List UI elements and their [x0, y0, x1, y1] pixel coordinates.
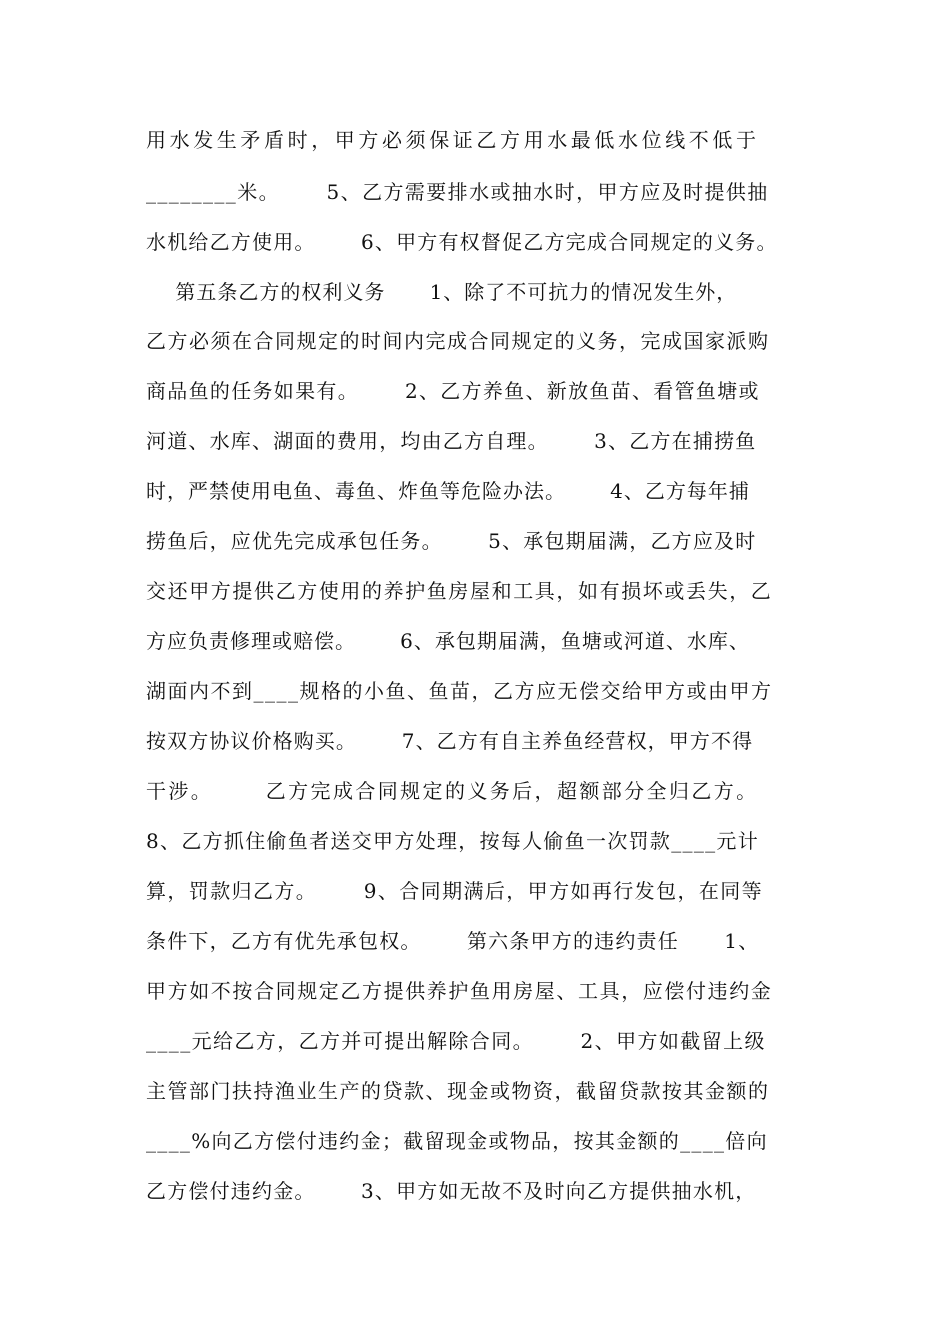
- text-line: 8、乙方抓住偷鱼者送交甲方处理，按每人偷鱼一次罚款____元计: [146, 829, 760, 853]
- text-line: 捞鱼后，应优先完成承包任务。 5、承包期届满，乙方应及时: [146, 529, 757, 553]
- text-line: 第五条乙方的权利义务 1、除了不可抗力的情况发生外，: [146, 280, 738, 304]
- text-line: 方应负责修理或赔偿。 6、承包期届满，鱼塘或河道、水库、: [146, 629, 750, 653]
- text-line: ____%向乙方偿付违约金；截留现金或物品，按其金额的____倍向: [146, 1129, 768, 1153]
- text-line: 湖面内不到____规格的小鱼、鱼苗，乙方应无偿交给甲方或由甲方: [146, 679, 773, 703]
- text-line: 商品鱼的任务如果有。 2、乙方养鱼、新放鱼苗、看管鱼塘或: [146, 379, 760, 403]
- text-line: 条件下，乙方有优先承包权。 第六条甲方的违约责任 1、: [146, 929, 760, 953]
- text-line: 水机给乙方使用。 6、甲方有权督促乙方完成合同规定的义务。: [146, 230, 778, 254]
- text-line: ____元给乙方，乙方并可提出解除合同。 2、甲方如截留上级: [146, 1029, 766, 1053]
- text-line: 乙方偿付违约金。 3、甲方如无故不及时向乙方提供抽水机，: [146, 1179, 757, 1203]
- text-line: 按双方协议价格购买。 7、乙方有自主养鱼经营权，甲方不得: [146, 729, 754, 753]
- text-line: 交还甲方提供乙方使用的养护鱼房屋和工具，如有损坏或丢失，乙: [146, 579, 773, 603]
- text-line: 主管部门扶持渔业生产的贷款、现金或物资，截留贷款按其金额的: [146, 1079, 770, 1103]
- text-line: 乙方必须在合同规定的时间内完成合同规定的义务，完成国家派购: [146, 329, 770, 353]
- text-line: 河道、水库、湖面的费用，均由乙方自理。 3、乙方在捕捞鱼: [146, 429, 757, 453]
- text-line: 干涉。 乙方完成合同规定的义务后，超额部分全归乙方。: [146, 779, 759, 803]
- text-line: 甲方如不按合同规定乙方提供养护鱼用房屋、工具，应偿付违约金: [146, 979, 773, 1003]
- text-line: ________米。 5、乙方需要排水或抽水时，甲方应及时提供抽: [146, 180, 769, 204]
- text-line: 用水发生矛盾时，甲方必须保证乙方用水最低水位线不低于: [146, 128, 760, 152]
- text-line: 时，严禁使用电鱼、毒鱼、炸鱼等危险办法。 4、乙方每年捕: [146, 479, 750, 503]
- text-line: 算，罚款归乙方。 9、合同期满后，甲方如再行发包，在同等: [146, 879, 764, 903]
